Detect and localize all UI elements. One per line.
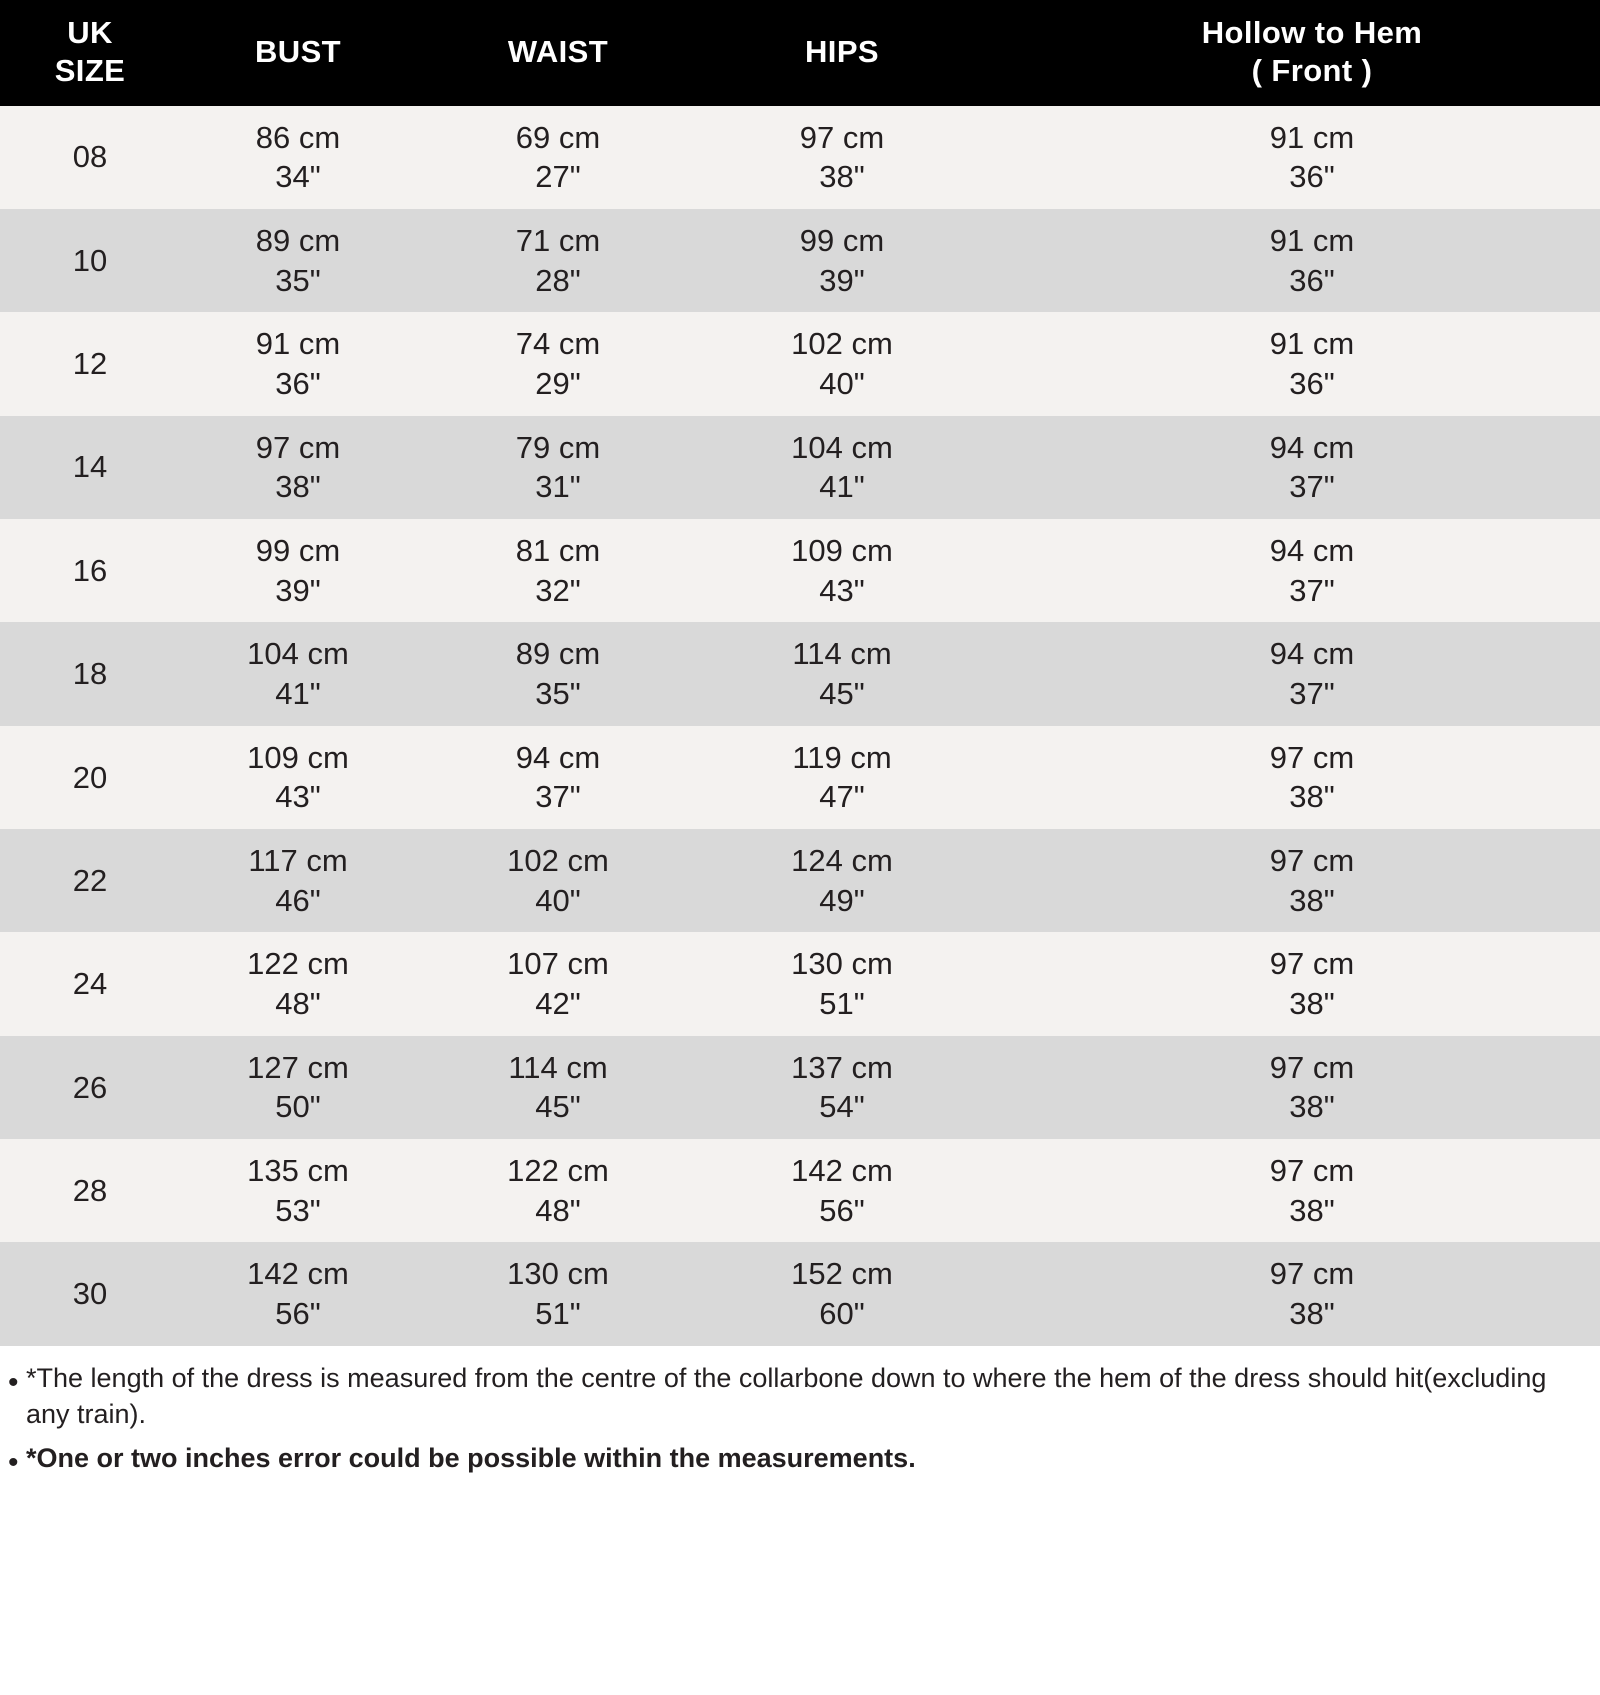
cell-hips bbox=[700, 312, 984, 415]
cell-bust-inch: 56" bbox=[275, 1296, 321, 1332]
cell-waist-inch: 51" bbox=[535, 1296, 581, 1332]
cell-hips-value bbox=[704, 841, 980, 920]
cell-hips-value bbox=[704, 324, 980, 403]
cell-hips-inch: 40" bbox=[819, 365, 865, 401]
cell-hips-value bbox=[704, 531, 980, 610]
cell-hips-inch: 39" bbox=[819, 262, 865, 298]
cell-waist bbox=[416, 209, 700, 312]
cell-bust-cm: 142 cm bbox=[247, 1256, 349, 1292]
cell-hollow-to-hem-cm: 97 cm bbox=[1269, 1256, 1355, 1292]
cell-waist-inch: 48" bbox=[535, 1192, 581, 1228]
cell-bust-cm: 86 cm bbox=[255, 119, 341, 155]
column-header-uk-size bbox=[0, 0, 180, 106]
cell-waist bbox=[416, 106, 700, 209]
cell-hollow-to-hem-cm: 97 cm bbox=[1269, 946, 1355, 982]
cell-bust-cm: 135 cm bbox=[247, 1153, 349, 1189]
cell-hips-value bbox=[704, 1048, 980, 1127]
cell-bust-cm: 89 cm bbox=[255, 222, 341, 258]
cell-hollow-to-hem-value bbox=[988, 1254, 1600, 1333]
cell-hips-value bbox=[704, 118, 980, 197]
cell-uk-size: 20 bbox=[72, 759, 108, 795]
cell-hollow-to-hem-cm: 97 cm bbox=[1269, 739, 1355, 775]
cell-hips-cm: 114 cm bbox=[792, 636, 892, 672]
cell-waist-cm: 130 cm bbox=[507, 1256, 609, 1292]
cell-bust-value bbox=[184, 634, 412, 713]
cell-waist bbox=[416, 1242, 700, 1345]
cell-hollow-to-hem-inch: 38" bbox=[1289, 1192, 1335, 1228]
cell-bust-cm: 117 cm bbox=[248, 843, 348, 879]
table-row bbox=[0, 209, 1600, 312]
cell-hollow-to-hem-inch: 36" bbox=[1289, 262, 1335, 298]
cell-hollow-to-hem bbox=[984, 519, 1600, 622]
cell-bust-inch: 46" bbox=[275, 882, 321, 918]
cell-uk-size: 16 bbox=[72, 552, 108, 588]
cell-hips-inch: 45" bbox=[819, 676, 865, 712]
cell-waist-cm: 122 cm bbox=[507, 1153, 609, 1189]
cell-bust bbox=[180, 312, 416, 415]
cell-hips-cm: 97 cm bbox=[799, 119, 885, 155]
cell-uk-size: 28 bbox=[72, 1172, 108, 1208]
table-row bbox=[0, 519, 1600, 622]
cell-waist bbox=[416, 622, 700, 725]
cell-bust bbox=[180, 1036, 416, 1139]
cell-hollow-to-hem bbox=[984, 726, 1600, 829]
cell-waist bbox=[416, 1036, 700, 1139]
cell-waist-value bbox=[420, 1151, 696, 1230]
cell-waist-value bbox=[420, 1254, 696, 1333]
table-row bbox=[0, 1242, 1600, 1345]
cell-bust bbox=[180, 416, 416, 519]
cell-hips bbox=[700, 932, 984, 1035]
header-uk-line2: SIZE bbox=[54, 52, 126, 88]
cell-hollow-to-hem-cm: 91 cm bbox=[1269, 119, 1355, 155]
cell-waist-value bbox=[420, 118, 696, 197]
cell-hollow-to-hem-inch: 38" bbox=[1289, 1296, 1335, 1332]
cell-waist-inch: 28" bbox=[535, 262, 581, 298]
cell-hollow-to-hem bbox=[984, 1242, 1600, 1345]
cell-hips bbox=[700, 209, 984, 312]
note-text: *One or two inches error could be possible within the measurements. bbox=[26, 1443, 916, 1474]
cell-uk-size: 30 bbox=[72, 1276, 108, 1312]
cell-hips-cm: 119 cm bbox=[792, 739, 892, 775]
cell-waist-inch: 31" bbox=[535, 469, 581, 505]
table-row bbox=[0, 1139, 1600, 1242]
cell-bust-inch: 43" bbox=[275, 779, 321, 815]
note-item bbox=[4, 1356, 1600, 1436]
header-row bbox=[0, 0, 1600, 106]
cell-bust-inch: 34" bbox=[275, 159, 321, 195]
cell-waist-cm: 69 cm bbox=[515, 119, 601, 155]
cell-bust bbox=[180, 209, 416, 312]
table-body bbox=[0, 106, 1600, 1346]
cell-hips-cm: 104 cm bbox=[791, 429, 893, 465]
cell-hips-value bbox=[704, 1254, 980, 1333]
cell-hips-cm: 102 cm bbox=[791, 326, 893, 362]
cell-waist-inch: 37" bbox=[535, 779, 581, 815]
cell-hollow-to-hem-value bbox=[988, 1048, 1600, 1127]
cell-uk-size: 12 bbox=[72, 346, 108, 382]
column-header-hips: HIPS bbox=[700, 0, 984, 106]
cell-waist bbox=[416, 312, 700, 415]
cell-waist-inch: 32" bbox=[535, 572, 581, 608]
cell-bust-cm: 91 cm bbox=[255, 326, 341, 362]
cell-bust bbox=[180, 622, 416, 725]
cell-hips bbox=[700, 726, 984, 829]
cell-hollow-to-hem-value bbox=[988, 324, 1600, 403]
bullet-icon: • bbox=[8, 1446, 19, 1480]
cell-uk-size: 24 bbox=[72, 966, 108, 1002]
cell-hollow-to-hem-value bbox=[988, 428, 1600, 507]
cell-bust bbox=[180, 519, 416, 622]
cell-hips bbox=[700, 416, 984, 519]
cell-hips-inch: 47" bbox=[819, 779, 865, 815]
cell-bust-inch: 35" bbox=[275, 262, 321, 298]
cell-bust-value bbox=[184, 118, 412, 197]
cell-bust-cm: 109 cm bbox=[247, 739, 349, 775]
cell-waist-cm: 81 cm bbox=[515, 533, 601, 568]
cell-waist-value bbox=[420, 944, 696, 1023]
cell-hips-value bbox=[704, 221, 980, 300]
cell-hips-value bbox=[704, 634, 980, 713]
cell-waist-inch: 40" bbox=[535, 882, 581, 918]
cell-waist-cm: 107 cm bbox=[507, 946, 609, 982]
cell-hollow-to-hem bbox=[984, 106, 1600, 209]
cell-bust bbox=[180, 106, 416, 209]
cell-hollow-to-hem-inch: 37" bbox=[1289, 676, 1335, 712]
cell-waist-inch: 42" bbox=[535, 986, 581, 1022]
table-row bbox=[0, 829, 1600, 932]
cell-hollow-to-hem bbox=[984, 312, 1600, 415]
cell-bust-inch: 38" bbox=[275, 469, 321, 505]
cell-uk-size: 08 bbox=[72, 139, 108, 175]
cell-waist-cm: 79 cm bbox=[515, 429, 601, 465]
cell-waist bbox=[416, 726, 700, 829]
table-row bbox=[0, 726, 1600, 829]
cell-hips-inch: 56" bbox=[819, 1192, 865, 1228]
cell-hips-cm: 109 cm bbox=[791, 533, 893, 568]
note-text: *The length of the dress is measured from the centre of the collarbone down to where the hem of the dress should hit(excluding any train). bbox=[26, 1362, 1547, 1429]
table-header bbox=[0, 0, 1600, 106]
cell-waist-inch: 29" bbox=[535, 365, 581, 401]
table-row bbox=[0, 932, 1600, 1035]
cell-hips bbox=[700, 1139, 984, 1242]
cell-bust-inch: 53" bbox=[275, 1192, 321, 1228]
cell-waist-inch: 35" bbox=[535, 676, 581, 712]
cell-bust-value bbox=[184, 841, 412, 920]
cell-hips-inch: 60" bbox=[819, 1296, 865, 1332]
cell-bust-inch: 48" bbox=[275, 986, 321, 1022]
header-hollow-line2: ( Front ) bbox=[1251, 52, 1373, 88]
cell-hollow-to-hem-cm: 97 cm bbox=[1269, 843, 1355, 879]
cell-waist-cm: 114 cm bbox=[508, 1049, 608, 1085]
cell-hollow-to-hem-value bbox=[988, 841, 1600, 920]
cell-hollow-to-hem bbox=[984, 622, 1600, 725]
cell-bust-cm: 104 cm bbox=[247, 636, 349, 672]
cell-hips bbox=[700, 622, 984, 725]
cell-waist bbox=[416, 932, 700, 1035]
cell-waist bbox=[416, 1139, 700, 1242]
cell-bust-value bbox=[184, 324, 412, 403]
cell-bust bbox=[180, 1242, 416, 1345]
cell-hips-inch: 38" bbox=[819, 159, 865, 195]
cell-bust-cm: 97 cm bbox=[255, 429, 341, 465]
cell-uk-size: 10 bbox=[72, 242, 108, 278]
cell-waist-value bbox=[420, 324, 696, 403]
cell-hips bbox=[700, 106, 984, 209]
cell-uk-size: 18 bbox=[72, 656, 108, 692]
cell-hips-value bbox=[704, 738, 980, 817]
cell-waist-inch: 27" bbox=[535, 159, 581, 195]
header-uk-line1: UK bbox=[67, 15, 113, 50]
cell-bust bbox=[180, 932, 416, 1035]
cell-hollow-to-hem-inch: 38" bbox=[1289, 779, 1335, 815]
cell-waist-value bbox=[420, 1048, 696, 1127]
cell-waist-value bbox=[420, 221, 696, 300]
cell-hollow-to-hem-cm: 94 cm bbox=[1269, 533, 1355, 568]
cell-bust-cm: 99 cm bbox=[255, 533, 341, 568]
table-row bbox=[0, 312, 1600, 415]
cell-hips-inch: 41" bbox=[819, 469, 865, 505]
cell-hips bbox=[700, 519, 984, 622]
cell-waist-cm: 102 cm bbox=[507, 843, 609, 879]
cell-waist bbox=[416, 416, 700, 519]
cell-hollow-to-hem-cm: 97 cm bbox=[1269, 1049, 1355, 1085]
cell-waist-cm: 94 cm bbox=[515, 739, 601, 775]
cell-bust-value bbox=[184, 1151, 412, 1230]
cell-bust bbox=[180, 1139, 416, 1242]
cell-hips-cm: 152 cm bbox=[791, 1256, 893, 1292]
cell-hollow-to-hem bbox=[984, 209, 1600, 312]
cell-uk-size: 26 bbox=[72, 1069, 108, 1105]
cell-uk-size: 14 bbox=[72, 449, 108, 485]
cell-waist bbox=[416, 519, 700, 622]
cell-hollow-to-hem bbox=[984, 932, 1600, 1035]
cell-hips bbox=[700, 829, 984, 932]
cell-bust bbox=[180, 829, 416, 932]
cell-hips-inch: 54" bbox=[819, 1089, 865, 1125]
cell-waist-value bbox=[420, 634, 696, 713]
column-header-waist: WAIST bbox=[416, 0, 700, 106]
notes-block bbox=[0, 1346, 1600, 1499]
cell-waist-value bbox=[420, 738, 696, 817]
cell-bust-value bbox=[184, 738, 412, 817]
cell-bust-value bbox=[184, 1254, 412, 1333]
cell-bust-inch: 36" bbox=[275, 365, 321, 401]
cell-hollow-to-hem-cm: 94 cm bbox=[1269, 636, 1355, 672]
cell-hollow-to-hem-cm: 97 cm bbox=[1269, 1153, 1355, 1189]
cell-hollow-to-hem-inch: 38" bbox=[1289, 1089, 1335, 1125]
cell-hollow-to-hem bbox=[984, 1036, 1600, 1139]
cell-hips-value bbox=[704, 944, 980, 1023]
cell-hollow-to-hem-value bbox=[988, 531, 1600, 610]
cell-hips-cm: 142 cm bbox=[791, 1153, 893, 1189]
cell-bust bbox=[180, 726, 416, 829]
cell-bust-cm: 122 cm bbox=[247, 946, 349, 982]
cell-hollow-to-hem-inch: 37" bbox=[1289, 572, 1335, 608]
header-hollow-line1: Hollow to Hem bbox=[1201, 15, 1423, 50]
cell-waist-cm: 89 cm bbox=[515, 636, 601, 672]
cell-hips-cm: 99 cm bbox=[799, 222, 885, 258]
cell-hollow-to-hem bbox=[984, 416, 1600, 519]
cell-bust-inch: 50" bbox=[275, 1089, 321, 1125]
cell-hollow-to-hem-inch: 37" bbox=[1289, 469, 1335, 505]
cell-bust-value bbox=[184, 221, 412, 300]
cell-hips-cm: 124 cm bbox=[791, 843, 893, 879]
note-item bbox=[4, 1436, 1600, 1480]
cell-hollow-to-hem bbox=[984, 1139, 1600, 1242]
cell-hollow-to-hem-inch: 38" bbox=[1289, 986, 1335, 1022]
cell-hollow-to-hem-cm: 91 cm bbox=[1269, 222, 1355, 258]
cell-hollow-to-hem-value bbox=[988, 738, 1600, 817]
cell-hollow-to-hem-value bbox=[988, 118, 1600, 197]
column-header-bust: BUST bbox=[180, 0, 416, 106]
bullet-icon: • bbox=[8, 1365, 19, 1399]
cell-hips bbox=[700, 1036, 984, 1139]
cell-hips-value bbox=[704, 1151, 980, 1230]
cell-bust-value bbox=[184, 944, 412, 1023]
table-row bbox=[0, 622, 1600, 725]
cell-hips-inch: 43" bbox=[819, 572, 865, 608]
cell-hollow-to-hem-value bbox=[988, 1151, 1600, 1230]
cell-uk-size: 22 bbox=[72, 862, 108, 898]
cell-bust-cm: 127 cm bbox=[247, 1049, 349, 1085]
cell-bust-value bbox=[184, 1048, 412, 1127]
cell-bust-inch: 39" bbox=[275, 572, 321, 608]
cell-bust-value bbox=[184, 531, 412, 610]
cell-waist-inch: 45" bbox=[535, 1089, 581, 1125]
cell-hollow-to-hem-value bbox=[988, 944, 1600, 1023]
cell-waist-cm: 74 cm bbox=[515, 326, 601, 362]
cell-hips-cm: 137 cm bbox=[791, 1049, 893, 1085]
column-header-hollow-to-hem bbox=[984, 0, 1600, 106]
table-row bbox=[0, 416, 1600, 519]
cell-waist-cm: 71 cm bbox=[515, 222, 601, 258]
cell-hips-inch: 49" bbox=[819, 882, 865, 918]
cell-hips-inch: 51" bbox=[819, 986, 865, 1022]
cell-waist bbox=[416, 829, 700, 932]
cell-waist-value bbox=[420, 531, 696, 610]
cell-hips bbox=[700, 1242, 984, 1345]
cell-hollow-to-hem-inch: 36" bbox=[1289, 365, 1335, 401]
cell-hollow-to-hem bbox=[984, 829, 1600, 932]
cell-hollow-to-hem-value bbox=[988, 634, 1600, 713]
cell-hollow-to-hem-inch: 36" bbox=[1289, 159, 1335, 195]
cell-hollow-to-hem-cm: 94 cm bbox=[1269, 429, 1355, 465]
cell-hollow-to-hem-inch: 38" bbox=[1289, 882, 1335, 918]
table-row bbox=[0, 1036, 1600, 1139]
cell-hips-value bbox=[704, 428, 980, 507]
cell-bust-inch: 41" bbox=[275, 676, 321, 712]
cell-waist-value bbox=[420, 841, 696, 920]
table-row bbox=[0, 106, 1600, 209]
cell-bust-value bbox=[184, 428, 412, 507]
cell-hips-cm: 130 cm bbox=[791, 946, 893, 982]
cell-hollow-to-hem-cm: 91 cm bbox=[1269, 326, 1355, 362]
cell-waist-value bbox=[420, 428, 696, 507]
cell-hollow-to-hem-value bbox=[988, 221, 1600, 300]
